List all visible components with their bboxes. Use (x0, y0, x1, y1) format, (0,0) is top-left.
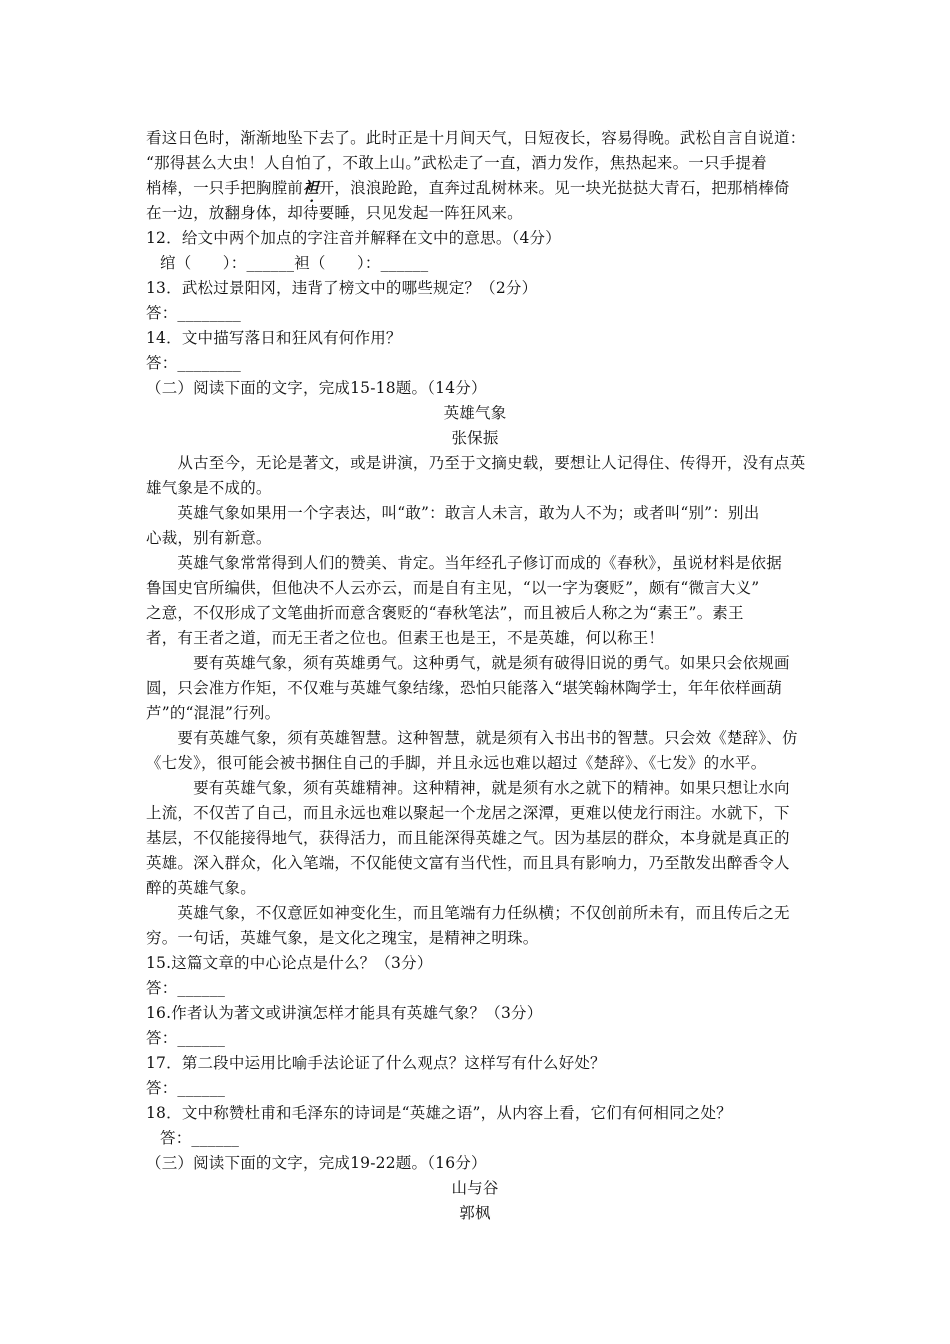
answer-16: 答：______ (146, 1029, 226, 1047)
essay-line: 鲁国史官所编供，但他决不人云亦云，而是自有主见，“以一字为褒贬”，颇有“微言大义” (146, 579, 760, 597)
essay-line: 要有英雄气象，须有英雄智慧。这种智慧，就是须有入书出书的智慧。只会效《楚辞》、仿 (146, 729, 798, 747)
answer-14: 答：________ (146, 354, 242, 372)
section-2-intro: （二）阅读下面的文字，完成15-18题。（14分） (146, 379, 487, 397)
essay-line: 英雄。深入群众，化入笔端，不仅能使文富有当代性，而且具有影响力，乃至散发出醉香令人 (146, 854, 790, 872)
essay-line: 英雄气象常常得到人们的赞美、肯定。当年经孔子修订而成的《春秋》，虽说材料是依据 (146, 554, 782, 572)
essay-line: 者，有王者之道，而无王者之位也。但素王也是王，不是英雄，何以称王！ (146, 629, 665, 647)
answer-17: 答：______ (146, 1079, 226, 1097)
essay-line: 英雄气象如果用一个字表达，叫“敢”：敢言人未言，敢为人不为；或者叫“别”：别出 (146, 504, 760, 522)
essay-line: 上流，不仅苦了自己，而且永远也难以聚起一个龙居之深潭，更难以使龙行雨注。水就下，下 (146, 804, 790, 822)
section-2-title: 英雄气象 (443, 404, 507, 422)
passage-line-prefix: 梢棒，一只手把胸膛前 (146, 179, 304, 197)
question-14: 14．文中描写落日和狂风有何作用？ (146, 329, 402, 347)
dotted-character: 袒 (303, 178, 319, 197)
essay-line: 基层，不仅能接得地气，获得活力，而且能深得英雄之气。因为基层的群众，本身就是真正的 (146, 829, 790, 847)
essay-line: 英雄气象，不仅意匠如神变化生，而且笔端有力任纵横；不仅创前所未有，而且传后之无 (146, 904, 790, 922)
passage-line: “那得甚么大虫！人自怕了，不敢上山。”武松走了一直，酒力发作，焦热起来。一只手提着 (146, 154, 767, 172)
essay-line: 要有英雄气象，须有英雄勇气。这种勇气，就是须有破得旧说的勇气。如果只会依规画 (146, 654, 790, 672)
section-3-intro: （三）阅读下面的文字，完成19-22题。（16分） (146, 1154, 487, 1172)
essay-line: 醉的英雄气象。 (146, 879, 256, 897)
essay-line: 心裁，别有新意。 (146, 529, 272, 547)
question-16: 16.作者认为著文或讲演怎样才能具有英雄气象？（3分） (146, 1004, 543, 1022)
passage-line: 看这日色时，渐渐地坠下去了。此时正是十月间天气，日短夜长，容易得晚。武松自言自说道： (146, 129, 806, 147)
section-3-author: 郭枫 (459, 1204, 491, 1222)
passage-line: 在一边，放翻身体，却待要睡，只见发起一阵狂风来。 (146, 204, 523, 222)
answer-13: 答：________ (146, 304, 242, 322)
essay-line: 要有英雄气象，须有英雄精神。这种精神，就是须有水之就下的精神。如果只想让水向 (146, 779, 790, 797)
question-15: 15.这篇文章的中心论点是什么？（3分） (146, 954, 433, 972)
essay-line: 之意，不仅形成了文笔曲折而意含褒贬的“春秋笔法”，而且被后人称之为“素王”。素王 (146, 604, 744, 622)
question-12-blanks: 绾（ ）：______袒（ ）：______ (160, 254, 429, 272)
essay-line: 芦”的“混混”行列。 (146, 704, 281, 722)
section-3-title: 山与谷 (451, 1179, 499, 1197)
essay-line: 圆，只会准方作矩，不仅难与英雄气象结缘，恐怕只能落入“堪笑翰林陶学士，年年依样画葫 (146, 679, 783, 697)
passage-line (146, 178, 790, 198)
answer-15: 答：______ (146, 979, 226, 997)
essay-line: 《七发》，很可能会被书捆住自己的手脚，并且永远也难以超过《楚辞》、《七发》的水平。 (146, 754, 767, 772)
essay-line: 从古至今，无论是著文，或是讲演，乃至于文摘史载，要想让人记得住、传得开，没有点英 (146, 454, 806, 472)
question-12: 12．给文中两个加点的字注音并解释在文中的意思。（4分） (146, 229, 561, 247)
answer-18: 答：______ (160, 1129, 240, 1147)
essay-line: 雄气象是不成的。 (146, 479, 272, 497)
question-17: 17．第二段中运用比喻手法论证了什么观点？这样写有什么好处？ (146, 1054, 606, 1072)
question-18: 18．文中称赞杜甫和毛泽东的诗词是“英雄之语”，从内容上看，它们有何相同之处？ (146, 1104, 732, 1122)
section-2-author: 张保振 (451, 429, 499, 447)
question-13: 13．武松过景阳冈，违背了榜文中的哪些规定？（2分） (146, 279, 538, 297)
passage-line-rest: 开，浪浪跄跄，直奔过乱树林来。见一块光挞挞大青石，把那梢棒倚 (318, 179, 790, 197)
essay-line: 穷。一句话，英雄气象，是文化之瑰宝，是精神之明珠。 (146, 929, 539, 947)
